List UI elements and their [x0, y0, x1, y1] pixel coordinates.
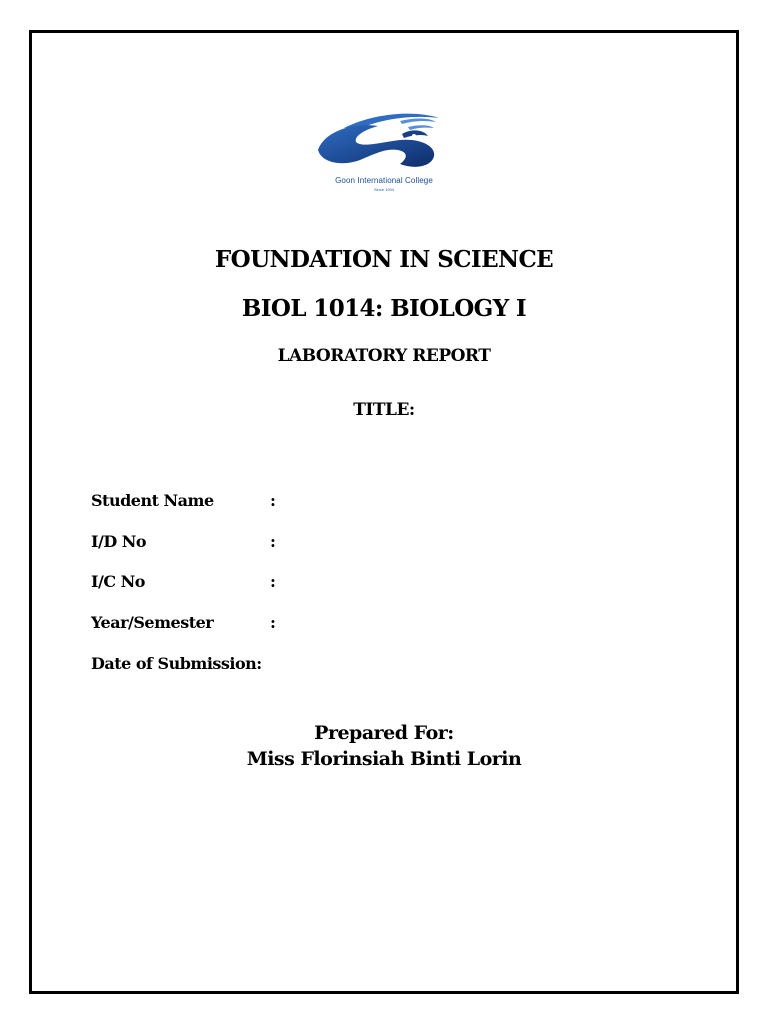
course-heading: BIOL 1014: BIOLOGY I — [241, 295, 527, 322]
logo-since-text: Since 1934 — [373, 187, 394, 192]
student-name-label: Student Name — [91, 491, 214, 510]
programme-heading: FOUNDATION IN SCIENCE — [214, 246, 554, 273]
ic-no-label: I/C No — [91, 572, 145, 591]
student-name-colon: : — [270, 491, 276, 510]
year-semester-label: Year/Semester — [91, 613, 214, 632]
report-type-heading: LABORATORY REPORT — [277, 346, 491, 366]
year-semester-colon: : — [270, 613, 276, 632]
title-label: TITLE: — [353, 400, 415, 420]
logo-college-name: Goon International College — [335, 176, 433, 185]
id-no-label: I/D No — [91, 532, 147, 551]
college-logo — [304, 108, 464, 200]
ic-no-colon: : — [270, 572, 276, 591]
date-of-submission-label: Date of Submission: — [91, 654, 262, 673]
prepared-for-label: Prepared For: — [314, 722, 454, 744]
swan-emblem-icon — [304, 108, 464, 178]
lecturer-name: Miss Florinsiah Binti Lorin — [246, 748, 522, 770]
id-no-colon: : — [270, 532, 276, 551]
